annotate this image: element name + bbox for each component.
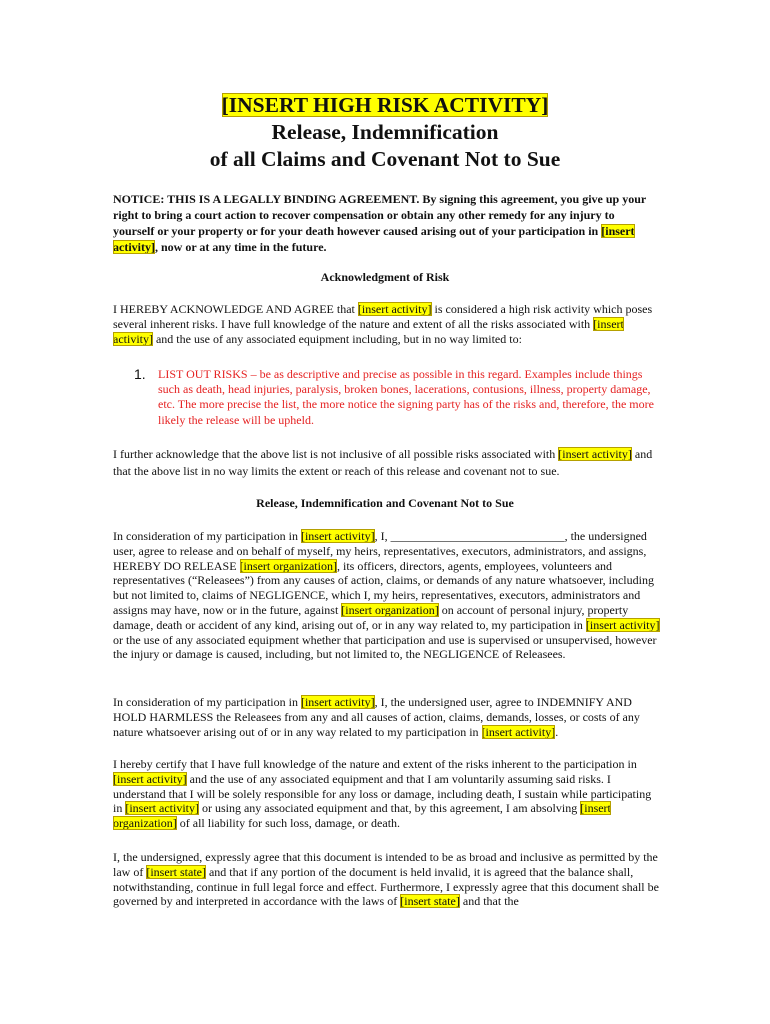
indemnify-text-2: , I, the undersigned user, agree to INDEMNIFY AND HOLD HARMLESS the Releasees from any and all causes of action, claims, demands, losses, or costs of any nature whatsoever arising out of or in any way related to my participation in xyxy=(113,695,640,739)
broad-text-2: and that if any portion of the document is held invalid, it is agreed that the balance shall, notwithstanding, continue in full legal force and effect. Furthermore, I expressly agree that this document shall be governed by and interpreted in accordance with the laws of xyxy=(113,864,659,909)
certify-text-3: or using any associated equipment and that, by this agreement, I am absolving xyxy=(201,801,578,816)
broad-text-3: and that the xyxy=(462,894,519,909)
heading-release-indemnification: Release, Indemnification and Covenant Not to Sue xyxy=(256,496,514,510)
certify-activity-placeholder-1: [insert activity] xyxy=(113,771,187,786)
release-text-3: , its officers, directors, agents, employees, volunteers and representatives (“Releasees”) from any causes of action, claims, or demands of any nature whatsoever, including but not limited to, claims of NEGLIGENCE, which I, my heirs, representatives, executors, administrators and assigns may have, now or in the future, against xyxy=(113,558,654,617)
indemnify-paragraph xyxy=(113,695,661,739)
risk-list-item xyxy=(113,367,661,428)
heading-acknowledgment-of-risk: Acknowledgment of Risk xyxy=(320,270,450,284)
notice-text: NOTICE: THIS IS A LEGALLY BINDING AGREEMENT. By signing this agreement, you give up your right to bring a court action to recover compensation or obtain any other remedy for any injury to yourself or your property or for your death however caused arising out of your participation in xyxy=(113,192,647,238)
release-activity-placeholder-1: [insert activity] xyxy=(300,529,375,543)
release-paragraph xyxy=(113,529,661,662)
release-organization-placeholder-2: [insert organization] xyxy=(341,602,439,617)
broad-state-placeholder-1: [insert state] xyxy=(146,864,206,879)
further-activity-placeholder: [insert activity] xyxy=(558,447,632,461)
certify-paragraph xyxy=(113,757,661,831)
ack-text-2: is considered a high risk activity which poses several inherent risks. I have full knowledge of the nature and extent of all the risks associated with xyxy=(113,302,653,331)
indemnify-text-1: In consideration of my participation in xyxy=(113,695,298,709)
ack-activity-placeholder-2: [insert activity] xyxy=(113,316,624,346)
further-text-1: I further acknowledge that the above list is not inclusive of all possible risks associated with xyxy=(113,447,556,461)
indemnify-activity-placeholder-2: [insert activity] xyxy=(481,724,556,739)
acknowledgment-paragraph xyxy=(113,302,661,346)
release-text-2: , I, _____________________________, the undersigned user, agree to release and on behalf of myself, my heirs, representatives, executors, administrators, and assigns, HEREBY DO RELEASE xyxy=(113,529,647,573)
further-acknowledgment-paragraph xyxy=(113,446,661,479)
certify-text-1: I hereby certify that I have full knowledge of the nature and extent of the risks inherent to the participation in xyxy=(113,757,637,771)
notice-text-end: , now or at any time in the future. xyxy=(154,240,327,254)
title-line-release: Release, Indemnification xyxy=(271,120,499,144)
broad-state-placeholder-2: [insert state] xyxy=(400,894,460,909)
title-line-claims: of all Claims and Covenant Not to Sue xyxy=(209,147,561,171)
release-organization-placeholder-1: [insert organization] xyxy=(239,558,337,573)
broad-interpretation-paragraph xyxy=(113,850,661,909)
certify-text-2: and the use of any associated equipment and that I am voluntarily assuming said risks. I understand that I will be solely responsible for any loss or damage, including death, I sustain while participating in xyxy=(113,771,652,816)
risk-list-instruction: LIST OUT RISKS – be as descriptive and precise as possible in this regard. Examples include things such as death, head injuries, paralysis, broken bones, lacerations, contusions, illness, property damage, etc. The more precise the list, the more notice the signing party has of the risks and, therefore, the more likely the release will be upheld. xyxy=(158,367,654,427)
indemnify-text-3: . xyxy=(555,724,559,739)
document-title xyxy=(0,92,770,173)
notice-paragraph xyxy=(113,191,658,255)
ack-text-3: and the use of any associated equipment including, but in no way limited to: xyxy=(155,331,522,346)
notice-activity-placeholder: [insert activity] xyxy=(113,224,635,254)
title-activity-placeholder: [INSERT HIGH RISK ACTIVITY] xyxy=(221,93,549,117)
release-text-1: In consideration of my participation in xyxy=(113,529,298,543)
release-text-5: or the use of any associated equipment whether that participation and use is supervised or unsupervised, however the injury or damage is caused, including, but not limited to, the NEGLIGENCE of Releasees. xyxy=(113,632,657,662)
certify-activity-placeholder-2: [insert activity] xyxy=(125,801,199,816)
risk-list-number: 1. xyxy=(134,366,146,382)
indemnify-activity-placeholder-1: [insert activity] xyxy=(300,695,375,709)
ack-text-1: I HEREBY ACKNOWLEDGE AND AGREE that xyxy=(113,302,355,316)
certify-text-4: of all liability for such loss, damage, or death. xyxy=(179,816,401,831)
ack-activity-placeholder-1: [insert activity] xyxy=(357,302,432,316)
broad-text-1: I, the undersigned, expressly agree that this document is intended to be as broad and inclusive as permitted by the law of xyxy=(113,850,658,879)
release-activity-placeholder-2: [insert activity] xyxy=(585,617,660,632)
certify-organization-placeholder: [insert organization] xyxy=(113,801,611,831)
further-text-2: and that the above list in no way limits the extent or reach of this release and covenant not to sue. xyxy=(113,447,653,478)
release-text-4: on account of personal injury, property damage, death or accident of any kind, arising out of, or in any way related to, my participation in xyxy=(113,602,629,632)
